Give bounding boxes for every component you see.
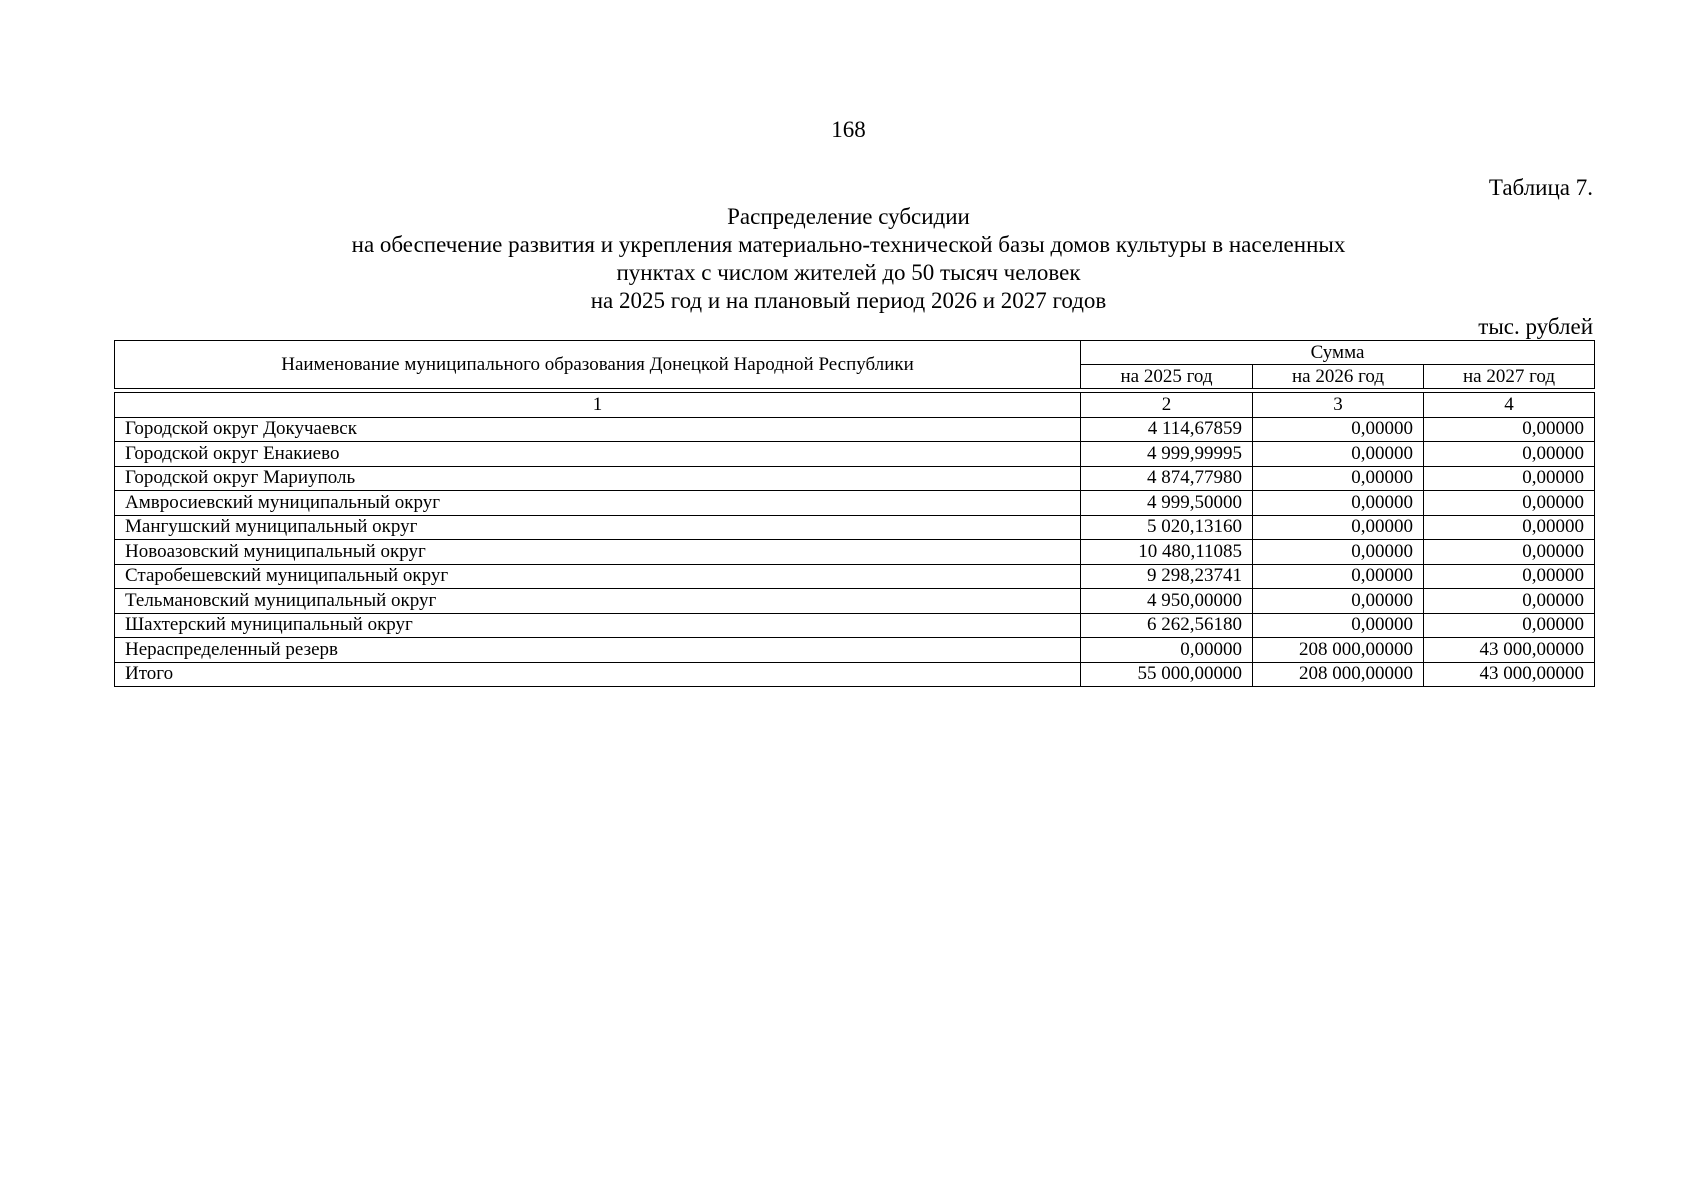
- municipality-name-cell: Городской округ Докучаевск: [115, 417, 1081, 442]
- title-line-3: пунктах с числом жителей до 50 тысяч человек: [616, 260, 1081, 285]
- amount-2026-cell: 0,00000: [1253, 589, 1424, 614]
- amount-2027-cell: 43 000,00000: [1424, 638, 1595, 663]
- amount-2025-cell: 9 298,23741: [1081, 564, 1253, 589]
- amount-2027-cell: 0,00000: [1424, 417, 1595, 442]
- title-line-2: на обеспечение развития и укрепления материально-технической базы домов культуры в населенных: [351, 232, 1346, 257]
- amount-2027-cell: 0,00000: [1424, 589, 1595, 614]
- header-year-2027: на 2027 год: [1424, 365, 1595, 389]
- amount-2026-cell: 0,00000: [1253, 515, 1424, 540]
- amount-2026-cell: 0,00000: [1253, 564, 1424, 589]
- table-row: [115, 466, 1595, 491]
- amount-2026-cell: 0,00000: [1253, 466, 1424, 491]
- municipality-name-cell: Мангушский муниципальный округ: [115, 515, 1081, 540]
- amount-2025-cell: 4 999,99995: [1081, 442, 1253, 467]
- amount-2025-cell: 6 262,56180: [1081, 613, 1253, 638]
- amount-2026-cell: 0,00000: [1253, 540, 1424, 565]
- amount-2025-cell: 4 114,67859: [1081, 417, 1253, 442]
- table-row: [115, 491, 1595, 516]
- amount-2026-cell: 208 000,00000: [1253, 662, 1424, 687]
- amount-2027-cell: 0,00000: [1424, 613, 1595, 638]
- municipality-name-cell: Городской округ Мариуполь: [115, 466, 1081, 491]
- header-year-2026: на 2026 год: [1253, 365, 1424, 389]
- amount-2025-cell: 55 000,00000: [1081, 662, 1253, 687]
- column-index: 4: [1424, 393, 1595, 418]
- table-row: [115, 613, 1595, 638]
- amount-2027-cell: 0,00000: [1424, 466, 1595, 491]
- column-index: 2: [1081, 393, 1253, 418]
- amount-2026-cell: 0,00000: [1253, 417, 1424, 442]
- column-index: 3: [1253, 393, 1424, 418]
- amount-2027-cell: 43 000,00000: [1424, 662, 1595, 687]
- municipality-name-cell: Итого: [115, 662, 1081, 687]
- amount-2025-cell: 0,00000: [1081, 638, 1253, 663]
- municipality-name-cell: Старобешевский муниципальный округ: [115, 564, 1081, 589]
- municipality-name-cell: Новоазовский муниципальный округ: [115, 540, 1081, 565]
- municipality-name-cell: Тельмановский муниципальный округ: [115, 589, 1081, 614]
- amount-2027-cell: 0,00000: [1424, 515, 1595, 540]
- header-sum-group: Сумма: [1081, 341, 1595, 365]
- amount-2026-cell: 0,00000: [1253, 442, 1424, 467]
- amount-2025-cell: 5 020,13160: [1081, 515, 1253, 540]
- table-row: [115, 564, 1595, 589]
- amount-2027-cell: 0,00000: [1424, 540, 1595, 565]
- municipality-name-cell: Амвросиевский муниципальный округ: [115, 491, 1081, 516]
- table-row: [115, 540, 1595, 565]
- units-label: тыс. рублей: [1478, 314, 1593, 339]
- table-row: [115, 589, 1595, 614]
- data-table: [114, 392, 1595, 687]
- column-index: 1: [115, 393, 1081, 418]
- header-name-column: Наименование муниципального образования Донецкой Народной Республики: [115, 341, 1081, 389]
- amount-2026-cell: 208 000,00000: [1253, 638, 1424, 663]
- amount-2026-cell: 0,00000: [1253, 491, 1424, 516]
- table-row: [115, 442, 1595, 467]
- amount-2025-cell: 10 480,11085: [1081, 540, 1253, 565]
- amount-2026-cell: 0,00000: [1253, 613, 1424, 638]
- title-line-4: на 2025 год и на плановый период 2026 и 2027 годов: [590, 288, 1107, 313]
- municipality-name-cell: Городской округ Енакиево: [115, 442, 1081, 467]
- table-label: Таблица 7.: [1488, 175, 1593, 200]
- table-row: [115, 638, 1595, 663]
- page-number: 168: [831, 117, 866, 142]
- table-row: [115, 662, 1595, 687]
- document-title: [0, 203, 1697, 315]
- table-header: [114, 340, 1595, 389]
- municipality-name-cell: Нераспределенный резерв: [115, 638, 1081, 663]
- amount-2027-cell: 0,00000: [1424, 564, 1595, 589]
- title-line-1: Распределение субсидии: [727, 204, 970, 229]
- municipality-name-cell: Шахтерский муниципальный округ: [115, 613, 1081, 638]
- column-index-row: [115, 393, 1595, 418]
- table-row: [115, 515, 1595, 540]
- amount-2025-cell: 4 874,77980: [1081, 466, 1253, 491]
- amount-2027-cell: 0,00000: [1424, 442, 1595, 467]
- amount-2025-cell: 4 999,50000: [1081, 491, 1253, 516]
- header-year-2025: на 2025 год: [1081, 365, 1253, 389]
- amount-2027-cell: 0,00000: [1424, 491, 1595, 516]
- amount-2025-cell: 4 950,00000: [1081, 589, 1253, 614]
- table-row: [115, 417, 1595, 442]
